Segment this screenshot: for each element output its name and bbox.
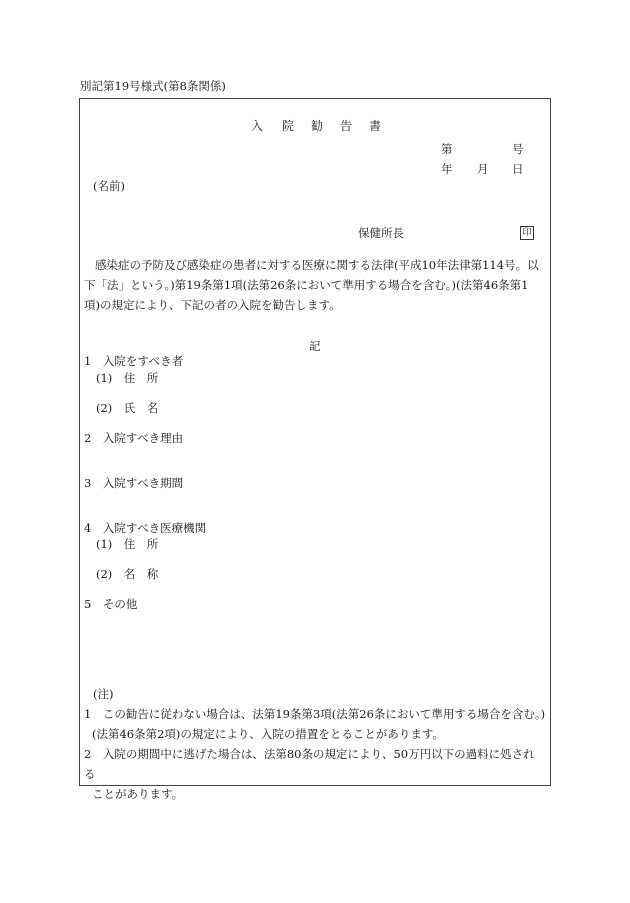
title-char-2: 院 [282, 119, 295, 133]
number-go: 号 [512, 142, 524, 156]
item-1-address: (1) 住 所 [96, 371, 159, 385]
number-dai: 第 [441, 142, 453, 156]
body-line-1: 感染症の予防及び感染症の患者に対する医療に関する法律(平成10年法律第114号。以 [95, 258, 539, 272]
note-1-line-1: 1 この勧告に従わない場合は、法第19条第3項(法第26条において準用する場合を含む。) [84, 707, 546, 721]
body-line-2: 下「法」という。)第19条第1項(法第26条において準用する場合を含む。)(法第46条第1 [84, 278, 529, 292]
notes-header: (注) [93, 687, 114, 701]
item-4-facility-name: (2) 名 称 [96, 567, 159, 581]
note-2-line-1: 2 入院の期間中に逃げた場合は、法第80条の規定により、50万円以下の過料に処される [84, 747, 535, 781]
title-char-5: 書 [369, 119, 382, 133]
ki-heading: 記 [309, 339, 321, 353]
note-1-line-2: (法第46条第2項)の規定により、入院の措置をとることがあります。 [92, 727, 444, 741]
body-paragraph [84, 255, 546, 315]
date-year: 年 [441, 162, 453, 176]
title-char-1: 入 [251, 119, 264, 133]
item-1: 1 入院をすべき者 [84, 354, 184, 368]
title-char-4: 告 [340, 119, 353, 133]
title-char-3: 勧 [311, 119, 324, 133]
date-month: 月 [477, 162, 489, 176]
item-1-name: (2) 氏 名 [96, 401, 159, 415]
note-2 [84, 744, 546, 804]
body-line-3: 項)の規定により、下記の者の入院を勧告します。 [84, 298, 341, 312]
item-4-address: (1) 住 所 [96, 537, 159, 551]
issuer: 保健所長 [358, 226, 404, 240]
item-3: 3 入院すべき期間 [84, 476, 184, 490]
item-2: 2 入院すべき理由 [84, 431, 184, 445]
form-label: 別記第19号様式(第8条関係) [80, 79, 226, 93]
date-day: 日 [512, 162, 524, 176]
note-2-line-2: ことがあります。 [92, 787, 184, 801]
item-4: 4 入院すべき医療機関 [84, 521, 207, 535]
item-5: 5 その他 [84, 597, 138, 611]
note-1 [84, 704, 546, 744]
addressee: (名前) [93, 179, 125, 193]
seal-mark: 印 [520, 226, 534, 240]
